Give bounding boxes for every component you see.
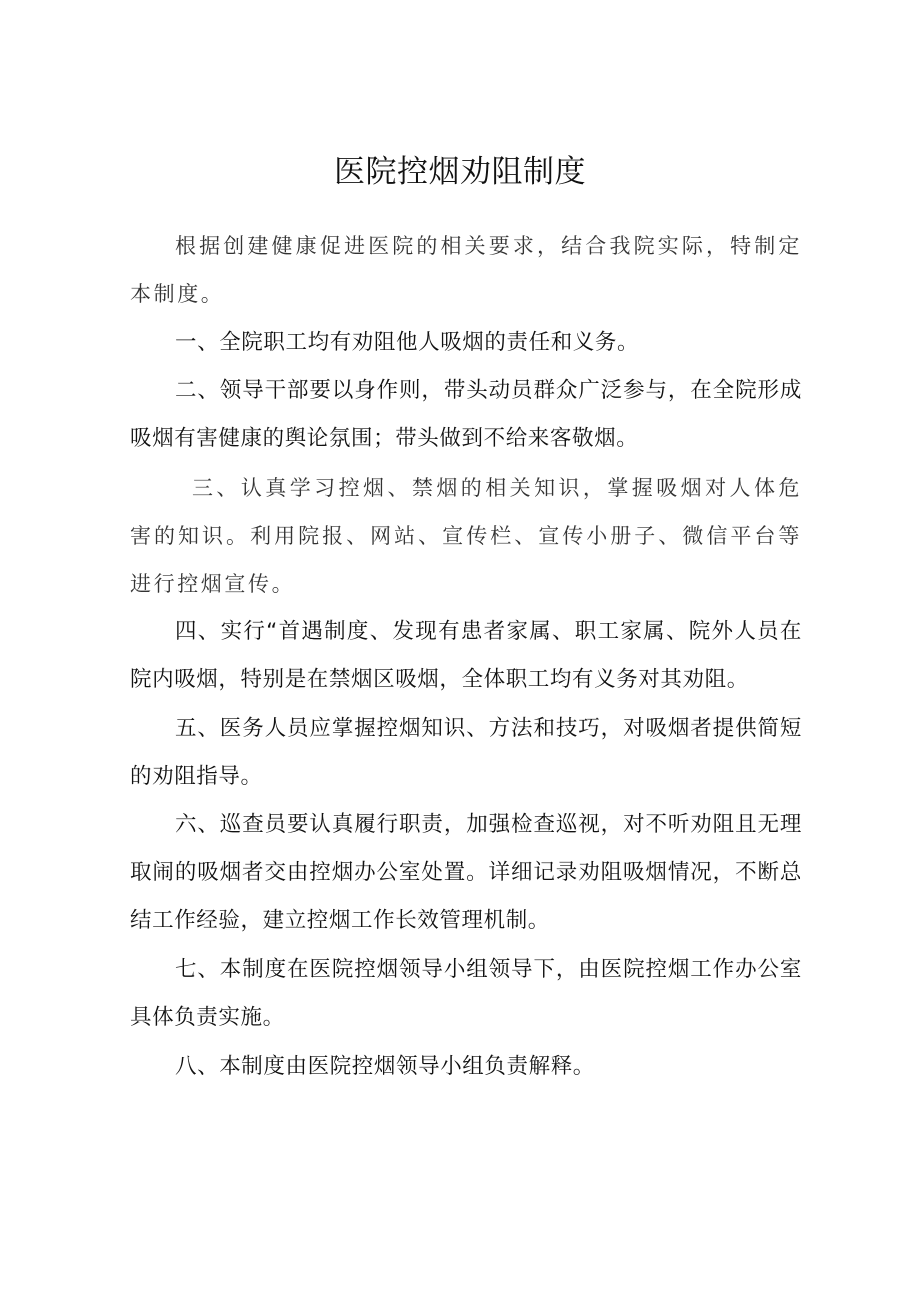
policy-item-8: 八、本制度由医院控烟领导小组负责解释。: [175, 1054, 595, 1079]
policy-item-7: 七、本制度在医院控烟领导小组领导下，由医院控烟工作办公室具体负责实施。: [130, 957, 802, 1030]
policy-item-6: 六、巡查员要认真履行职责，加强检查巡视，对不听劝阻且无理取闹的吸烟者交由控烟办公室处置。详细记录劝阻吸烟情况，不断总结工作经验，建立控烟工作长效管理机制。: [130, 812, 802, 933]
policy-item-4: 四、实行“首遇制度、发现有患者家属、职工家属、院外人员在院内吸烟，特别是在禁烟区吸烟，全体职工均有义务对其劝阻。: [130, 619, 802, 692]
policy-item-5: 五、医务人员应掌握控烟知识、方法和技巧，对吸烟者提供简短的劝阻指导。: [130, 716, 802, 789]
policy-item-1: 一、全院职工均有劝阻他人吸烟的责任和义务。: [175, 330, 640, 355]
document-title: 医院控烟劝阻制度: [334, 154, 586, 190]
intro-paragraph: 根据创建健康促进医院的相关要求，结合我院实际，特制定本制度。: [130, 234, 802, 306]
policy-item-3: 三、认真学习控烟、禁烟的相关知识，掌握吸烟对人体危害的知识。利用院报、网站、宣传栏、宣传小册子、微信平台等进行控烟宣传。: [130, 476, 802, 596]
policy-item-2: 二、领导干部要以身作则，带头动员群众广泛参与，在全院形成吸烟有害健康的舆论氛围；带头做到不给来客敬烟。: [130, 378, 802, 451]
